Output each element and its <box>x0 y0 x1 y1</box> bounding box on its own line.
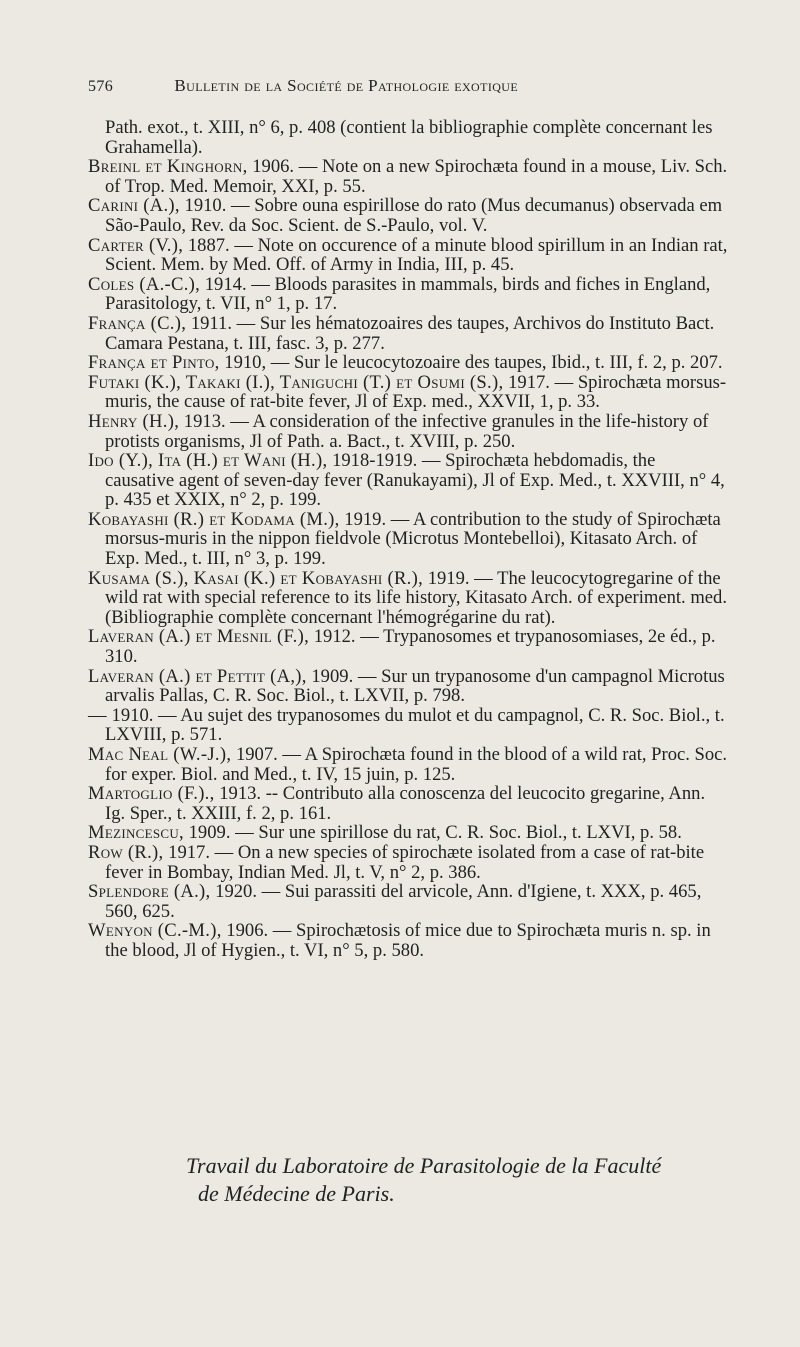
reference-entry <box>88 745 728 784</box>
reference-text: 1912. — Trypanosomes et trypanosomiases, 2e éd., p. 310. <box>105 626 716 668</box>
reference-entry <box>88 667 728 706</box>
reference-entry <box>88 921 728 960</box>
reference-author: Breinl et Kinghorn, <box>88 156 248 178</box>
reference-text: 1920. — Sui parassiti del arvicole, Ann. d'Igiene, t. XXX, p. 465, 560, 625. <box>105 881 702 922</box>
reference-entry <box>88 196 728 235</box>
reference-entry <box>88 627 728 666</box>
reference-entry <box>88 823 728 843</box>
reference-entry <box>88 706 728 745</box>
reference-entry <box>88 157 728 196</box>
reference-text: 1906. — Spirochætosis of mice due to Spirochæta muris n. sp. in the blood, Jl of Hygien., t. VI, n° 5, p. 580. <box>105 920 711 961</box>
reference-author: Kobayashi (R.) et Kodama (M.), <box>88 508 340 530</box>
reference-entry <box>88 569 728 628</box>
reference-text: 1913. -- Contributo alla conoscenza del leucocito gregarine, Ann. Ig. Sper., t. XXIII, f. 2, p. 161. <box>105 783 706 824</box>
journal-title: Bulletin de la Société de Pathologie exotique <box>174 76 519 95</box>
reference-text: 1918-1919. — Spirochæta hebdomadis, the causative agent of seven-day fever (Ranukayami), Jl of Exp. Med., t. XXVIII, n° 4, p. 435 et XXIX, n° 2, p. 199. <box>105 450 725 511</box>
reference-entry <box>88 275 728 314</box>
reference-author: Carini (A.), <box>88 195 180 217</box>
reference-text: 1917. — On a new species of spirochæte isolated from a case of rat-bite fever in Bombay, Indian Med. Jl, t. V, n° 2, p. 386. <box>105 841 705 883</box>
reference-text: Path. exot., t. XIII, n° 6, p. 408 (contient la bibliographie complète concernant les Grahamella). <box>105 117 713 158</box>
reference-text: 1887. — Note on occurence of a minute blood spirillum in an Indian rat, Scient. Mem. by Med. Off. of Army in India, III, p. 45. <box>105 234 728 276</box>
reference-text: 1919. — A contribution to the study of Spirochæta morsus-muris in the nippon fieldvole (Microtus Montebelloi), Kitasato Arch. of Exp. Med., t. III, n° 3, p. 199. <box>105 508 721 570</box>
reference-text: 1907. — A Spirochæta found in the blood of a wild rat, Proc. Soc. for exper. Biol. and Med., t. IV, 15 juin, p. 125. <box>105 744 728 785</box>
reference-entry <box>88 784 728 823</box>
footer-line-1: Travail du Laboratoire de Parasitologie de la Faculté <box>186 1153 662 1178</box>
reference-text: 1914. — Bloods parasites in mammals, birds and fiches in England, Parasitology, t. VII, n° 1, p. 17. <box>105 273 711 315</box>
reference-text: 1906. — Note on a new Spirochæta found in a mouse, Liv. Sch. of Trop. Med. Memoir, XXI, p. 55. <box>105 156 728 197</box>
reference-author: Wenyon (C.-M.), <box>88 920 222 942</box>
reference-author: Laveran (A.) et Pettit (A,), <box>88 665 307 687</box>
reference-entry <box>88 353 728 373</box>
reference-text: 1917. — Spirochæta morsus-muris, the cause of rat-bite fever, Jl of Exp. med., XXVII, 1, p. 33. <box>105 371 727 413</box>
reference-author: Carter (V.), <box>88 234 184 256</box>
reference-entry <box>88 451 728 510</box>
reference-entry <box>88 882 728 921</box>
reference-author: Kusama (S.), Kasai (K.) et Kobayashi (R.), <box>88 567 424 589</box>
footer-line-2: de Médecine de Paris. <box>198 1181 395 1206</box>
reference-author: Mezincescu, <box>88 822 184 844</box>
reference-author: Ido (Y.), Ita (H.) et Wani (H.), <box>88 450 328 472</box>
footer-note <box>186 1152 766 1208</box>
reference-text: 1910. — Sobre ouna espirillose do rato (Mus decumanus) observada em São-Paulo, Rev. da Soc. Scient. de S.-Paulo, vol. V. <box>105 195 723 236</box>
reference-author: França (C.), <box>88 312 187 334</box>
reference-text: 1919. — The leucocytogregarine of the wild rat with special reference to its life history, Kitasato Arch. of experiment. med. (Bibliographie complète concernant l'hémogrégarine du rat). <box>105 567 728 628</box>
reference-text: 1910, — Sur le leucocytozoaire des taupes, Ibid., t. III, f. 2, p. 207. <box>219 352 723 374</box>
reference-author: Henry (H.), <box>88 410 180 432</box>
reference-text: 1909. — Sur un trypanosome d'un campagnol Microtus arvalis Pallas, C. R. Soc. Biol., t. LXVII, p. 798. <box>105 665 725 707</box>
reference-entry <box>88 510 728 569</box>
reference-author: Futaki (K.), Takaki (I.), Taniguchi (T.) et Osumi (S.), <box>88 371 504 393</box>
reference-entry <box>88 236 728 275</box>
reference-list <box>88 118 728 961</box>
reference-author: Mac Neal (W.-J.), <box>88 744 232 765</box>
reference-author: Splendore (A.), <box>88 881 211 903</box>
reference-author: Row (R.), <box>88 841 164 863</box>
running-header <box>88 76 708 96</box>
page-number: 576 <box>88 78 114 95</box>
reference-author: Laveran (A.) et Mesnil (F.), <box>88 626 310 648</box>
reference-author: — <box>88 704 107 726</box>
reference-author: França et Pinto, <box>88 352 220 374</box>
reference-author: Martoglio (F.)., <box>88 783 215 805</box>
reference-entry <box>88 373 728 412</box>
reference-entry <box>88 314 728 353</box>
reference-author: Coles (A.-C.), <box>88 273 201 295</box>
reference-text: 1910. — Au sujet des trypanosomes du mulot et du campagnol, C. R. Soc. Biol., t. LXVIII, p. 571. <box>105 704 725 746</box>
reference-text: 1911. — Sur les hématozoaires des taupes, Archivos do Instituto Bact. Camara Pestana, t. III, fasc. 3, p. 277. <box>105 312 715 354</box>
reference-entry <box>88 843 728 882</box>
reference-text: 1913. — A consideration of the infective granules in the life-history of protists organisms, Jl of Path. a. Bact., t. XVIII, p. 250. <box>105 410 709 452</box>
reference-entry <box>88 118 728 157</box>
reference-entry <box>88 412 728 451</box>
reference-text: 1909. — Sur une spirillose du rat, C. R. Soc. Biol., t. LXVI, p. 58. <box>183 822 682 844</box>
